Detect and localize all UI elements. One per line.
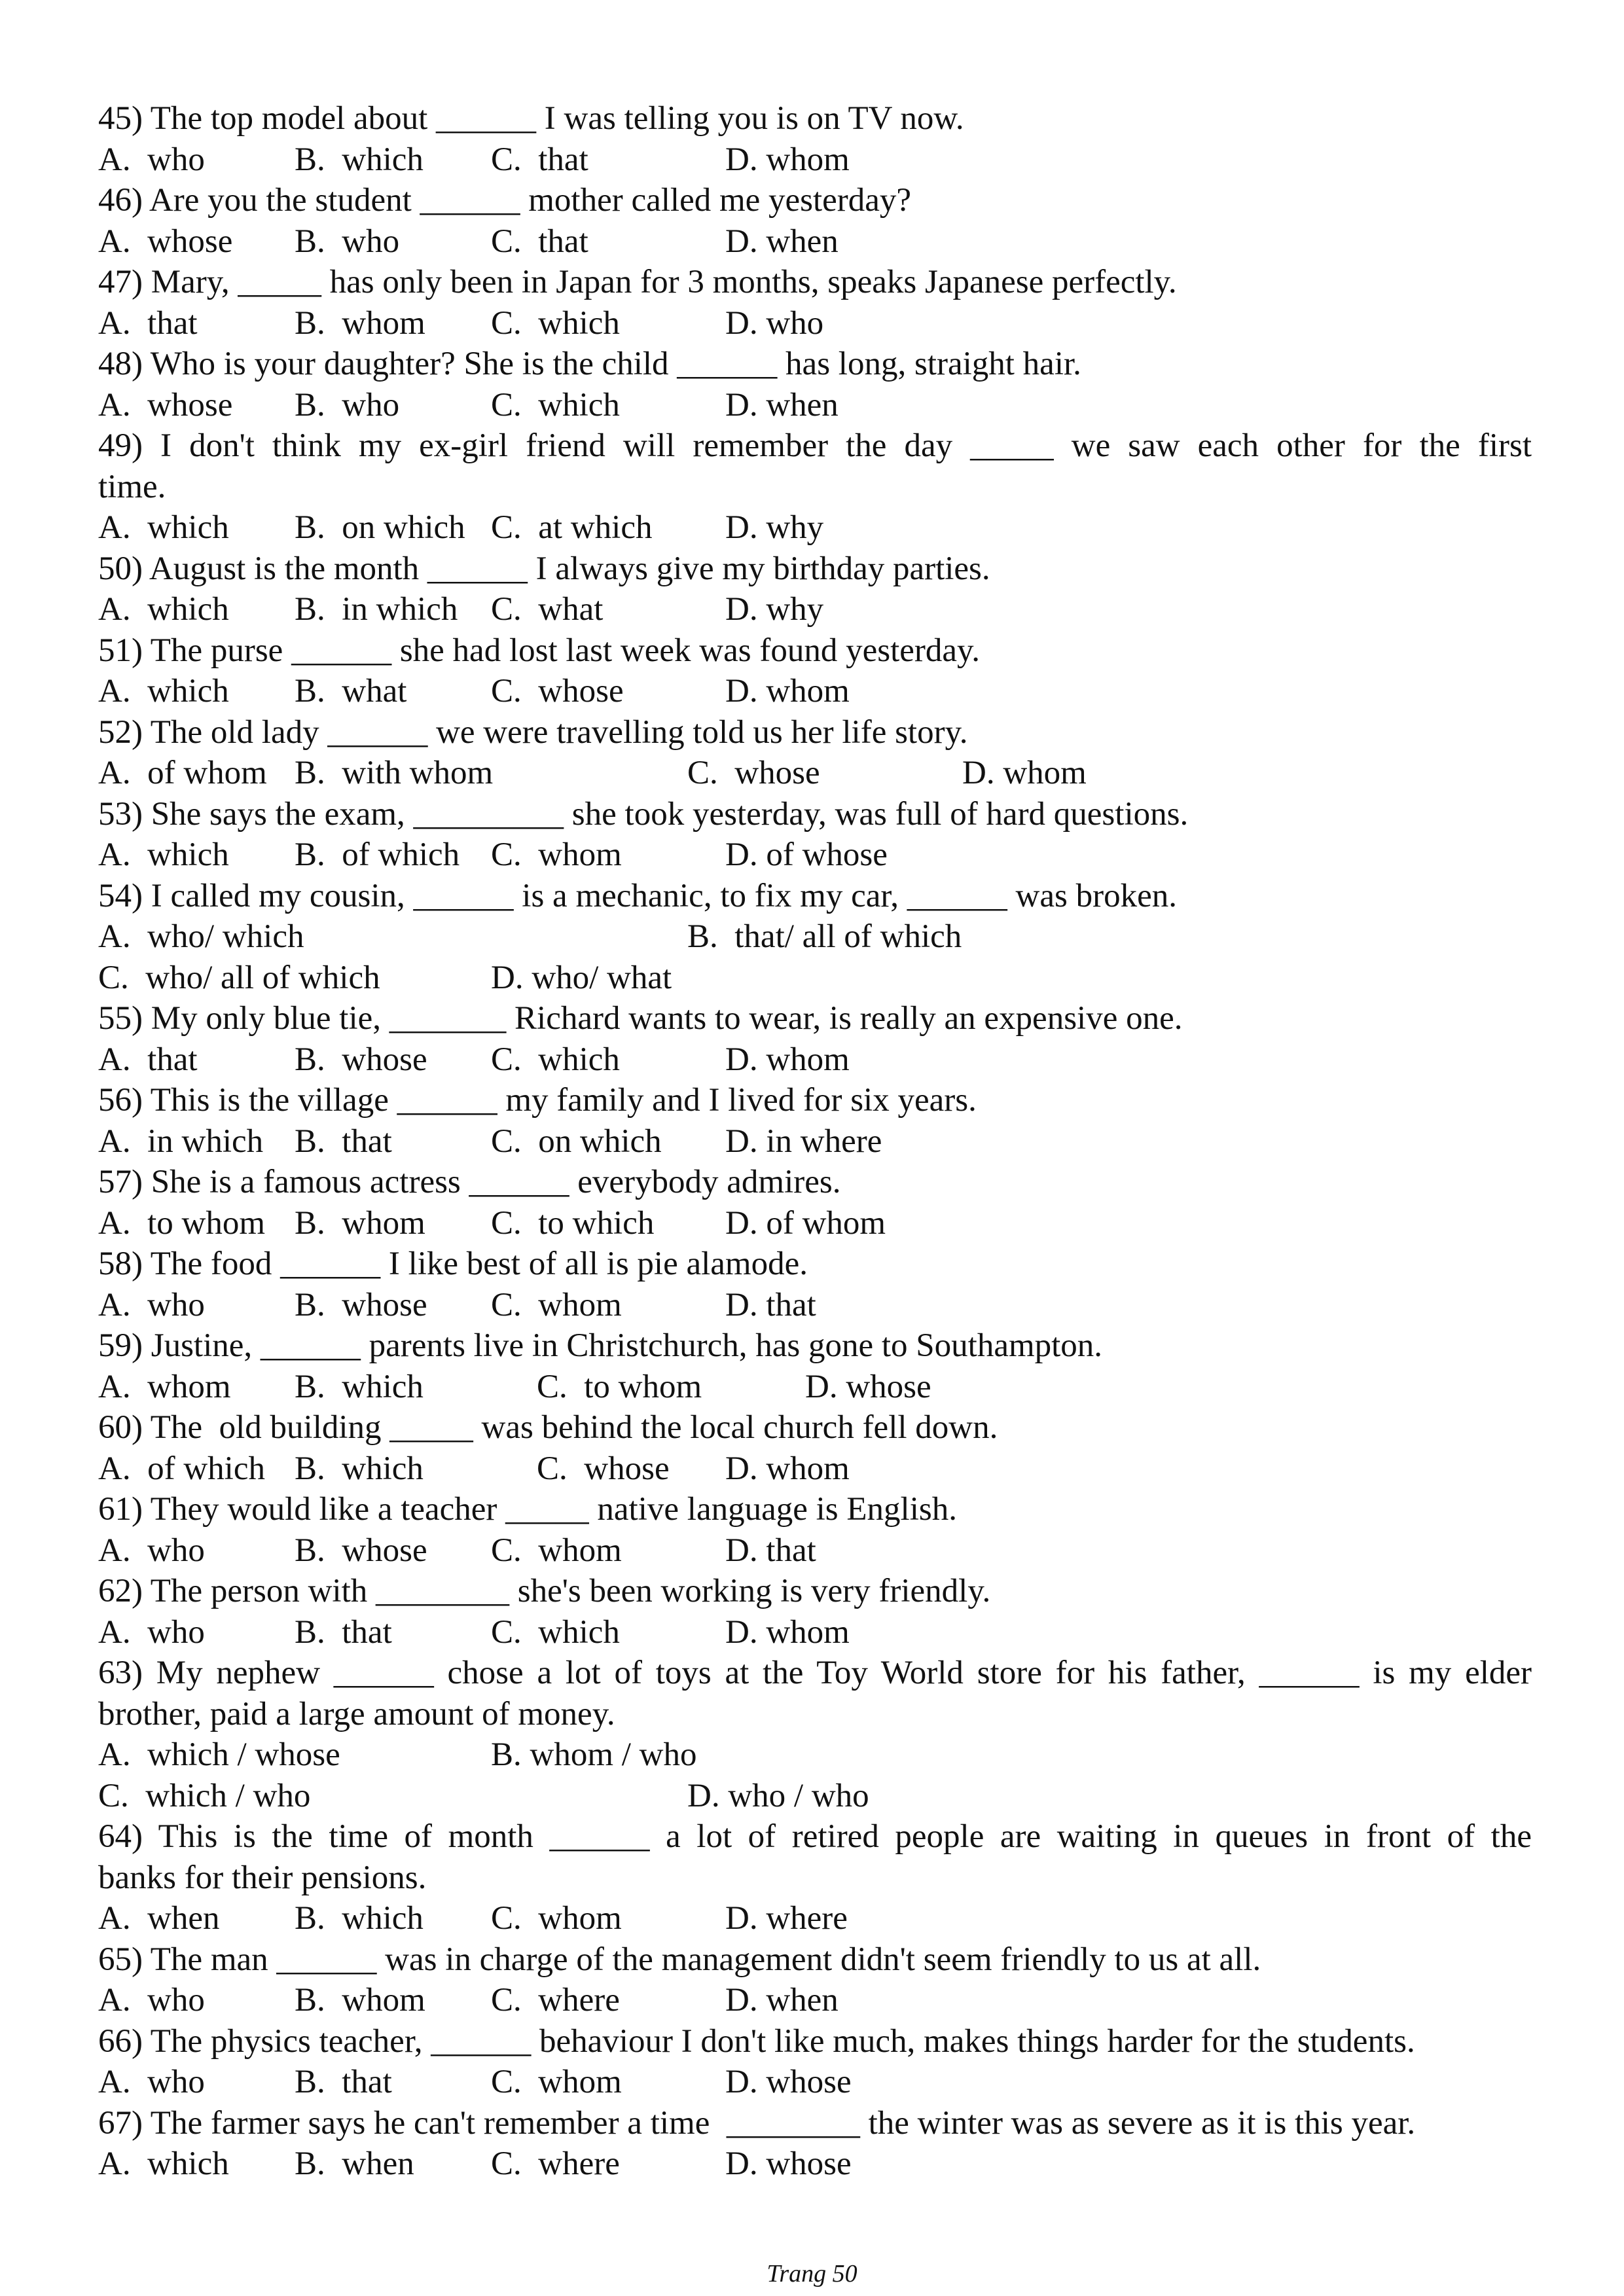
answer-options-row <box>98 139 1532 181</box>
answer-option: D. that <box>725 1286 816 1323</box>
answer-option: C. at which <box>491 509 653 546</box>
answer-option: C. which <box>491 1613 620 1651</box>
answer-option: A. who/ which <box>98 918 304 955</box>
answer-option: A. which <box>98 591 229 628</box>
answer-option: C. that <box>491 141 588 178</box>
answer-option: C. which <box>491 304 620 342</box>
answer-option: C. which <box>491 386 620 423</box>
answer-options-row <box>98 507 1532 548</box>
answer-option: B. whom / who <box>491 1736 697 1773</box>
answer-option: A. which <box>98 2145 229 2182</box>
answer-option: C. whose <box>491 673 624 709</box>
answer-option: A. whose <box>98 223 233 260</box>
question-line: 48) Who is your daughter? She is the child ______ has long, straight hair. <box>98 346 1081 382</box>
answer-option: A. which <box>98 836 229 873</box>
answer-option: D. whom <box>725 1041 850 1078</box>
answer-option: B. with whom <box>295 755 494 791</box>
answer-option: A. whose <box>98 386 233 423</box>
answer-option: D. whom <box>725 141 850 178</box>
answer-option: B. in which <box>295 591 458 628</box>
answer-options-row <box>98 303 1532 344</box>
answer-option: D. why <box>725 591 824 628</box>
question-line: 57) She is a famous actress ______ everybody admires. <box>98 1164 841 1200</box>
answer-options-row <box>98 1898 1532 1939</box>
question-line: 58) The food ______ I like best of all is pie alamode. <box>98 1246 808 1282</box>
answer-option: D. who <box>725 304 824 342</box>
answer-options-row <box>98 1285 1532 1326</box>
answer-option: A. when <box>98 1900 220 1937</box>
answer-option: C. on which <box>491 1122 662 1160</box>
answer-option: A. which <box>98 673 229 709</box>
answer-options-row <box>98 1039 1532 1081</box>
answer-option: B. whom <box>295 1204 425 1242</box>
answer-option: D. of whom <box>725 1204 886 1242</box>
answer-option: D. that <box>725 1532 816 1569</box>
answer-option: B. whose <box>295 1041 427 1078</box>
answer-options-row <box>98 916 1532 958</box>
answer-option: C. whom <box>491 1532 622 1569</box>
answer-option: D. who / who <box>687 1777 869 1814</box>
answer-option: A. which <box>98 509 229 546</box>
answer-option: D. whom <box>725 673 850 709</box>
answer-option: B. of which <box>295 836 460 873</box>
answer-option: C. whom <box>491 1900 622 1937</box>
question-line: 66) The physics teacher, ______ behaviour I don't like much, makes things harder for the students. <box>98 2022 1415 2060</box>
question-line: 63) My nephew ______ chose a lot of toys at the Toy World store for his father, ______ is my elder <box>98 1655 1532 1691</box>
answer-options-row <box>98 671 1532 712</box>
question-line: 49) I don't think my ex-girl friend will remember the day _____ we saw each other for the first <box>98 427 1532 464</box>
question-line: 45) The top model about ______ I was telling you is on TV now. <box>98 100 964 137</box>
answer-option: A. who <box>98 1532 205 1569</box>
answer-options-row <box>98 1612 1532 1653</box>
page-footer: Trang 50 <box>767 2260 857 2287</box>
answer-option: A. who <box>98 2064 205 2100</box>
question-line: 59) Justine, ______ parents live in Christchurch, has gone to Southampton. <box>98 1327 1103 1364</box>
answer-option: D. whom <box>725 1613 850 1651</box>
question-line: 67) The farmer says he can't remember a time ________ the winter was as severe as it is this year. <box>98 2104 1416 2142</box>
answer-option: A. of whom <box>98 755 267 791</box>
question-line: 47) Mary, _____ has only been in Japan for 3 months, speaks Japanese perfectly. <box>98 264 1177 300</box>
answer-option: A. in which <box>98 1122 264 1160</box>
answer-option: B. which <box>295 1900 424 1937</box>
answer-option: A. that <box>98 304 198 342</box>
answer-option: D. whose <box>725 2145 852 2182</box>
answer-option: C. which / who <box>98 1777 311 1814</box>
answer-option: B. on which <box>295 509 465 546</box>
question-line: brother, paid a large amount of money. <box>98 1695 615 1732</box>
answer-option: A. of which <box>98 1450 265 1487</box>
answer-option: D. whose <box>725 2064 852 2100</box>
answer-options-row <box>98 221 1532 262</box>
answer-options-row <box>98 753 1532 794</box>
question-line: 61) They would like a teacher _____ native language is English. <box>98 1491 957 1528</box>
answer-option: D. why <box>725 509 824 546</box>
answer-option: D. whom <box>962 755 1087 791</box>
answer-option: C. to whom <box>537 1368 702 1405</box>
answer-option: B. that/ all of which <box>687 918 962 955</box>
answer-option: B. whom <box>295 1982 425 2018</box>
exercise-content <box>98 98 1532 2185</box>
answer-option: B. which <box>295 1368 424 1405</box>
answer-option: C. to which <box>491 1204 655 1242</box>
answer-option: B. that <box>295 1613 392 1651</box>
answer-option: B. who <box>295 386 400 423</box>
question-line: 54) I called my cousin, ______ is a mechanic, to fix my car, ______ was broken. <box>98 877 1177 914</box>
answer-options-row <box>98 958 1532 999</box>
answer-option: A. which / whose <box>98 1736 340 1773</box>
answer-options-row <box>98 1776 1532 1817</box>
question-line: 65) The man ______ was in charge of the management didn't seem friendly to us at all. <box>98 1941 1261 1978</box>
answer-option: D. whom <box>725 1450 850 1487</box>
answer-option: D. when <box>725 386 839 423</box>
question-line: 56) This is the village ______ my family and I lived for six years. <box>98 1082 977 1119</box>
answer-option: D. in where <box>725 1122 882 1160</box>
answer-option: B. when <box>295 2145 414 2182</box>
answer-options-row <box>98 1367 1532 1408</box>
answer-option: A. that <box>98 1041 198 1078</box>
answer-option: B. whose <box>295 1286 427 1323</box>
question-line: 51) The purse ______ she had lost last week was found yesterday. <box>98 632 980 669</box>
answer-options-row <box>98 1448 1532 1490</box>
answer-options-row <box>98 1530 1532 1571</box>
answer-option: B. who <box>295 223 400 260</box>
answer-option: C. whom <box>491 1286 622 1323</box>
answer-option: A. who <box>98 141 205 178</box>
answer-options-row <box>98 2144 1532 2185</box>
question-line: 50) August is the month ______ I always give my birthday parties. <box>98 550 990 587</box>
answer-option: C. which <box>491 1041 620 1078</box>
answer-option: D. when <box>725 223 839 260</box>
answer-option: B. which <box>295 1450 424 1487</box>
answer-option: C. that <box>491 223 588 260</box>
question-line: 53) She says the exam, _________ she took yesterday, was full of hard questions. <box>98 795 1189 833</box>
question-line: banks for their pensions. <box>98 1859 427 1896</box>
answer-options-row <box>98 834 1532 876</box>
answer-options-row <box>98 1980 1532 2021</box>
answer-options-row <box>98 2062 1532 2103</box>
answer-option: C. who/ all of which <box>98 959 380 996</box>
question-line: 60) The old building _____ was behind the local church fell down. <box>98 1409 998 1446</box>
answer-option: C. where <box>491 2145 620 2182</box>
answer-options-row <box>98 589 1532 630</box>
answer-option: D. when <box>725 1982 839 2018</box>
answer-option: C. whose <box>537 1450 670 1487</box>
answer-option: B. what <box>295 673 407 709</box>
question-line: 62) The person with ________ she's been working is very friendly. <box>98 1573 991 1609</box>
question-line: 46) Are you the student ______ mother called me yesterday? <box>98 182 912 219</box>
question-line: time. <box>98 468 166 505</box>
answer-option: A. whom <box>98 1368 231 1405</box>
answer-option: D. where <box>725 1900 848 1937</box>
answer-options-row <box>98 385 1532 426</box>
answer-option: D. who/ what <box>491 959 672 996</box>
answer-option: B. that <box>295 1122 392 1160</box>
answer-option: A. who <box>98 1286 205 1323</box>
answer-option: A. who <box>98 1613 205 1651</box>
answer-option: D. whose <box>805 1368 931 1405</box>
answer-option: B. whom <box>295 304 425 342</box>
answer-options-row <box>98 1203 1532 1244</box>
answer-option: C. whose <box>687 755 820 791</box>
answer-options-row <box>98 1121 1532 1162</box>
answer-option: B. which <box>295 141 424 178</box>
question-line: 55) My only blue tie, _______ Richard wants to wear, is really an expensive one. <box>98 1000 1183 1037</box>
answer-option: D. of whose <box>725 836 888 873</box>
answer-option: C. what <box>491 591 604 628</box>
answer-option: C. where <box>491 1982 620 2018</box>
answer-options-row <box>98 1734 1532 1776</box>
answer-option: A. who <box>98 1982 205 2018</box>
answer-option: B. that <box>295 2064 392 2100</box>
answer-option: C. whom <box>491 836 622 873</box>
answer-option: C. whom <box>491 2064 622 2100</box>
question-line: 52) The old lady ______ we were travelling told us her life story. <box>98 713 968 751</box>
answer-option: A. to whom <box>98 1204 265 1242</box>
answer-option: B. whose <box>295 1532 427 1569</box>
question-line: 64) This is the time of month ______ a lot of retired people are waiting in queues in front of the <box>98 1818 1532 1855</box>
